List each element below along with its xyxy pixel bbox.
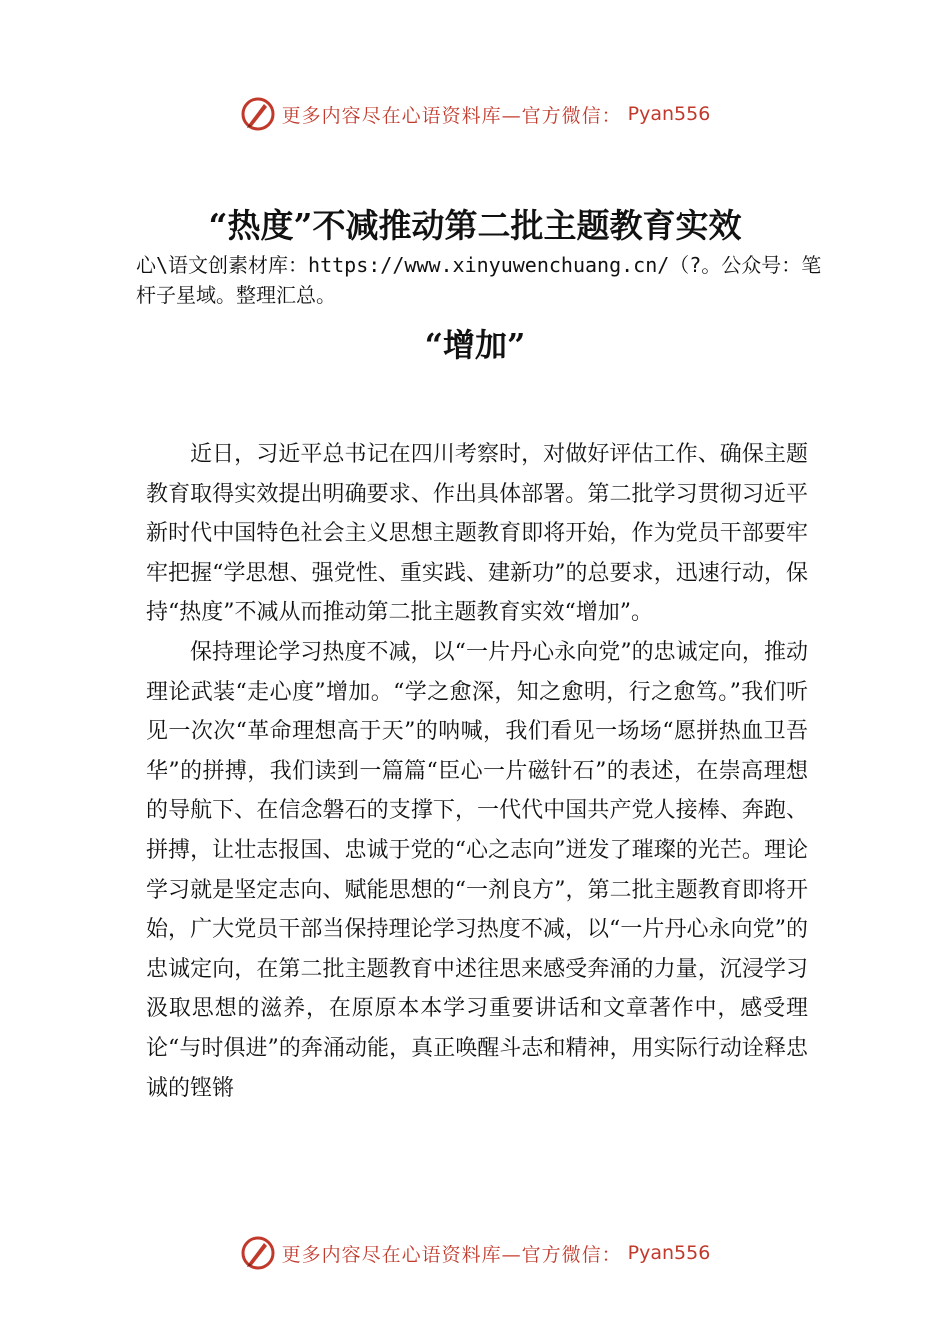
paragraph: 近日，习近平总书记在四川考察时，对做好评估工作、确保主题教育取得实效提出明确要求、作出具体部署。第二批学习贯彻习近平新时代中国特色社会主义思想主题教育即将开始，作为党员干部要牢牢把握“学思想、强党性、重实践、建新功”的总要求，迅速行动，保持“热度”不减从而推动第二批主题教育实效“增加”。	[146, 442, 808, 626]
paragraph: 保持理论学习热度不减，以“一片丹心永向党”的忠诚定向，推动理论武装“走心度”增加。“学之愈深，知之愈明，行之愈笃。”我们听见一次次“革命理想高于天”的呐喊，我们看见一场场“愿拼热血卫吾华”的拼搏，我们读到一篇篇“臣心一片磁针石”的表述，在崇高理想的导航下、在信念磐石的支撑下，一代代中国共产党人接棒、奔跑、拼搏，让壮志报国、忠诚于党的“心之志向”迸发了璀璨的光芒。理论学习就是坚定志向、赋能思想的“一剂良方”，第二批主题教育即将开始，广大党员干部当保持理论学习热度不减，以“一片丹心永向党”的忠诚定向，在第二批主题教育中述往思来感受奔涌的力量，沉浸学习汲取思想的滋养，在原原本本学习重要讲话和文章著作中，感受理论“与时俱进”的奔涌动能，真正唤醒斗志和精神，用实际行动诠释忠诚的铿锵	[146, 639, 808, 1101]
document-subtitle: “增加”	[424, 326, 526, 364]
banner-text: 更多内容尽在心语资料库—官方微信：	[281, 104, 622, 127]
quill-pen-icon	[240, 96, 276, 132]
banner-wechat-id: Pyan556	[627, 103, 711, 125]
banner-wechat-id: Pyan556	[627, 1242, 711, 1264]
document-title: “热度”不减推动第二批主题教育实效	[208, 206, 742, 245]
document-body	[146, 435, 808, 1108]
banner-text: 更多内容尽在心语资料库—官方微信：	[281, 1243, 622, 1266]
footer-banner	[0, 1233, 950, 1273]
header-banner	[0, 94, 950, 134]
source-line: 心\语文创素材库：https://www.xinyuwenchuang.cn/（?。公众号：笔杆子星域。整理汇总。	[136, 253, 822, 307]
quill-pen-icon	[240, 1235, 276, 1271]
